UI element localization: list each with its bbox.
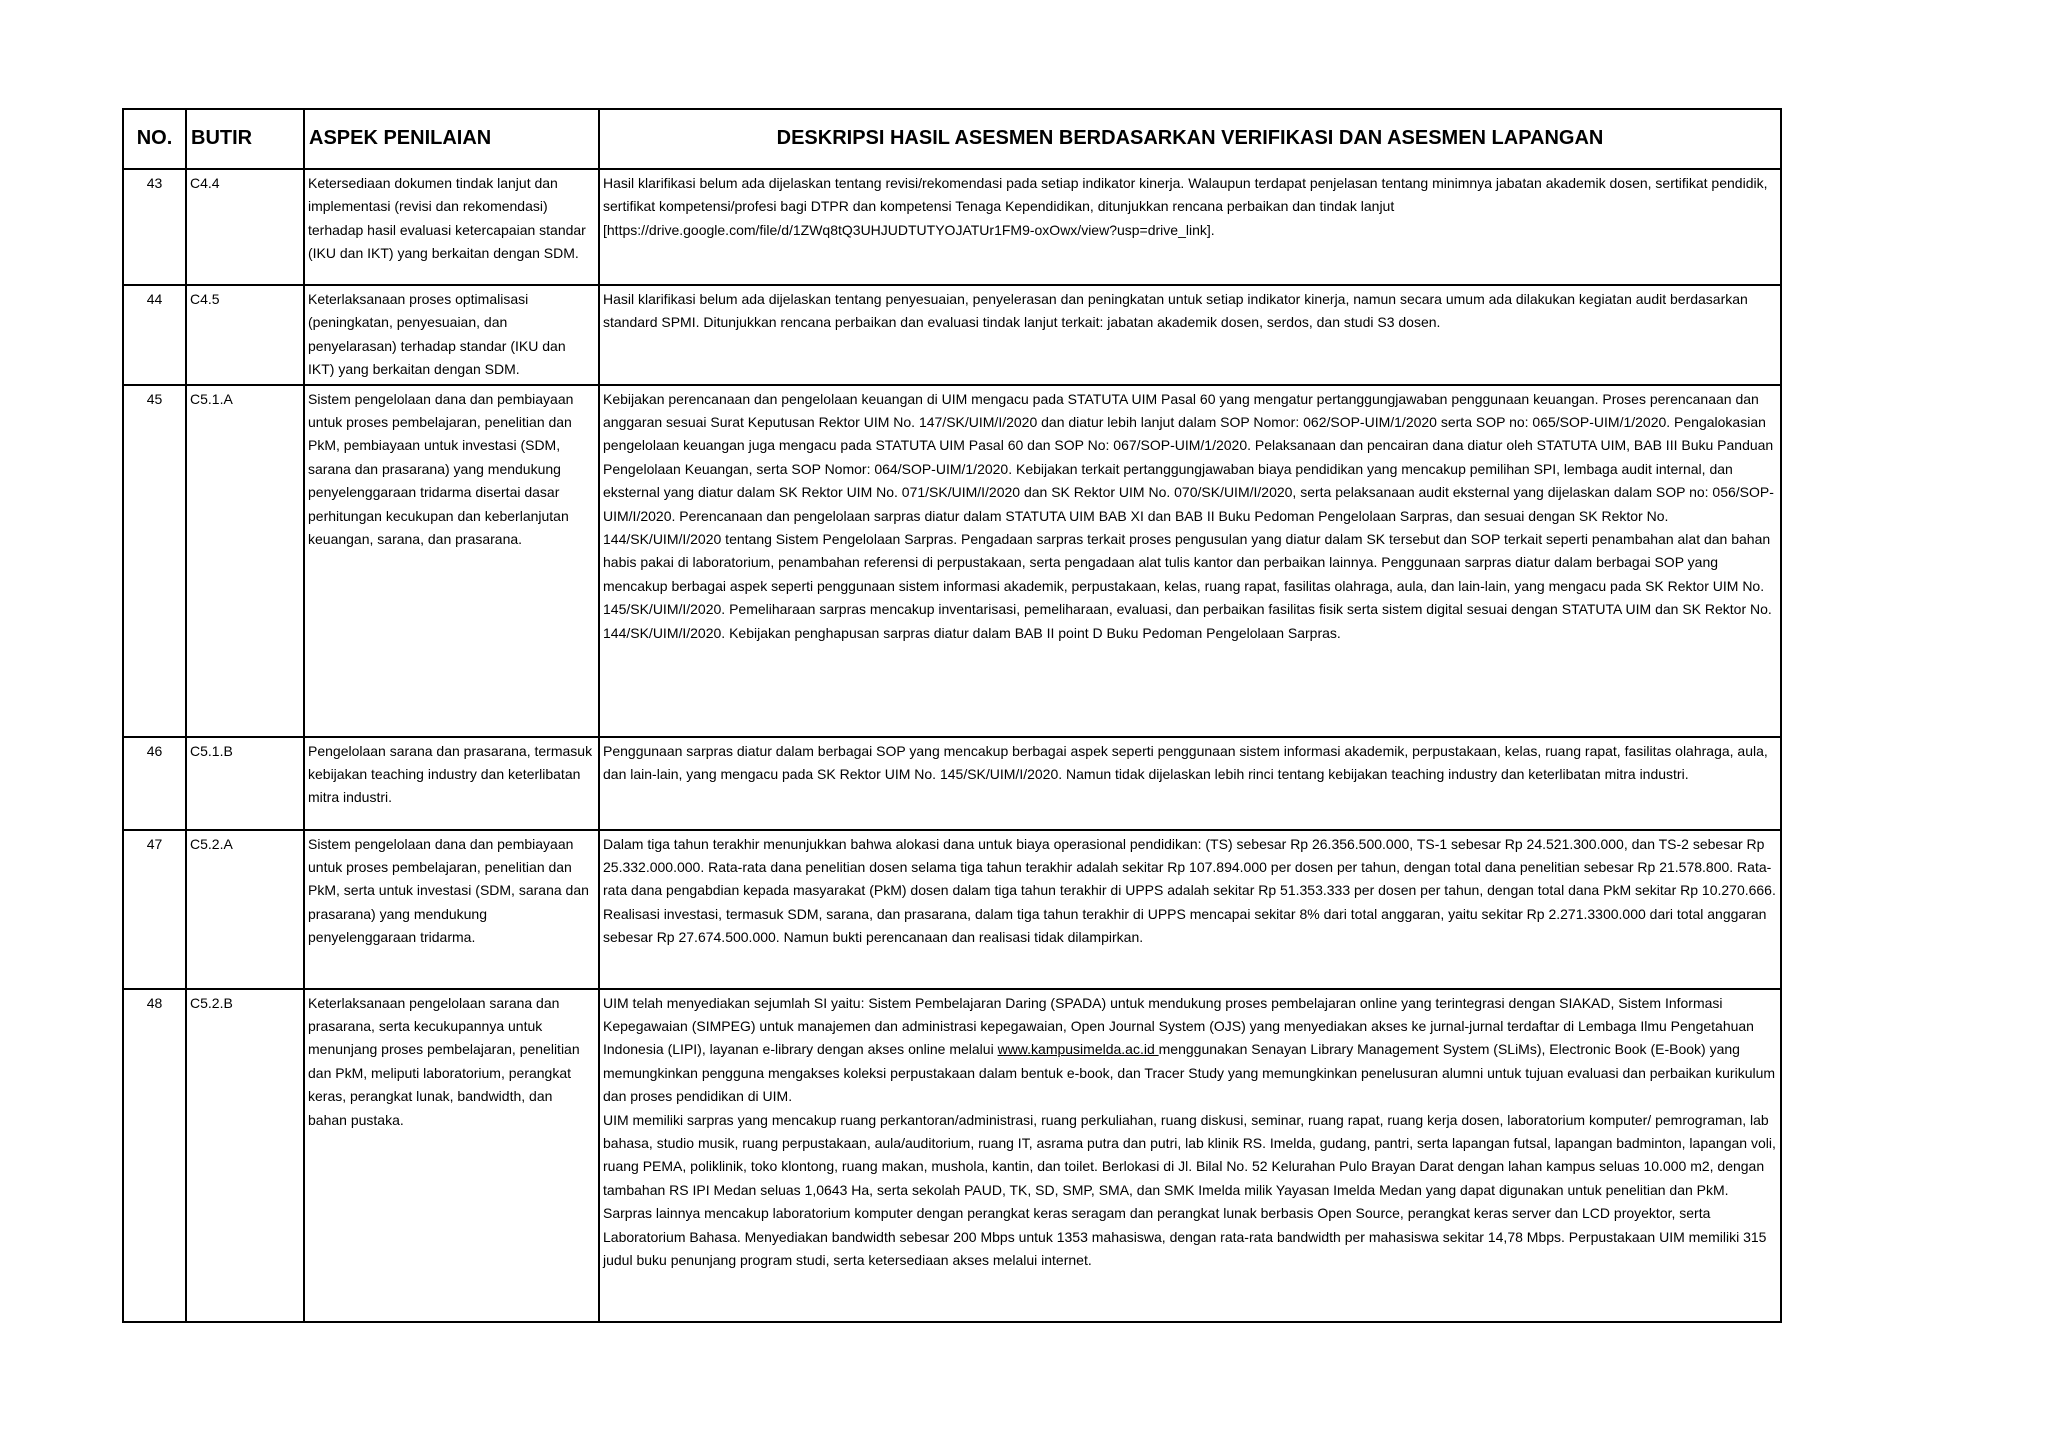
row-aspek: Ketersediaan dokumen tindak lanjut dan implementasi (revisi dan rekomendasi) terhadap hasil evaluasi ketercapaian standar (IKU dan IKT) yang berkaitan dengan SDM.: [304, 169, 599, 285]
row-butir: C5.1.A: [186, 385, 304, 737]
deskripsi-paragraph-1: [603, 992, 1777, 1109]
row-no: 43: [123, 169, 186, 285]
table-header-row: [123, 109, 1781, 169]
row-deskripsi: [599, 989, 1781, 1322]
row-aspek: Sistem pengelolaan dana dan pembiayaan untuk proses pembelajaran, penelitian dan PkM, pembiayaan untuk investasi (SDM, sarana dan prasarana) yang mendukung penyelenggaraan tridarma disertai dasar perhitungan kecukupan dan keberlanjutan keuangan, sarana, dan prasarana.: [304, 385, 599, 737]
header-butir: BUTIR: [186, 109, 304, 169]
row-deskripsi: Hasil klarifikasi belum ada dijelaskan tentang revisi/rekomendasi pada setiap indikator kinerja. Walaupun terdapat penjelasan tentang minimnya jabatan akademik dosen, sertifikat pendidik, sertifikat kompetensi/profesi bagi DTPR dan kompetensi Tenaga Kependidikan, ditunjukkan rencana perbaikan dan tindak lanjut [https://drive.google.com/file/d/1ZWq8tQ3UHJUDTUTYOJATUr1FM9-oxOwx/view?usp=drive_link].: [599, 169, 1781, 285]
row-aspek: Pengelolaan sarana dan prasarana, termasuk kebijakan teaching industry dan keterlibatan mitra industri.: [304, 737, 599, 830]
row-butir: C5.2.A: [186, 830, 304, 989]
deskripsi-paragraph-3: Sarpras lainnya mencakup laboratorium komputer dengan perangkat keras seragam dan perangkat lunak berbasis Open Source, perangkat keras server dan LCD proyektor, serta Laboratorium Bahasa. Menyediakan bandwidth sebesar 200 Mbps untuk 1353 mahasiswa, dengan rata-rata bandwidth per mahasiswa sekitar 14,78 Mbps. Perpustakaan UIM memiliki 315 judul buku penunjang program studi, serta ketersediaan akses melalui internet.: [603, 1205, 1767, 1269]
table-row: [123, 385, 1781, 737]
row-aspek: Keterlaksanaan pengelolaan sarana dan prasarana, serta kecukupannya untuk menunjang proses pembelajaran, penelitian dan PkM, meliputi laboratorium, perangkat keras, perangkat lunak, bandwidth, dan bahan pustaka.: [304, 989, 599, 1322]
row-no: 48: [123, 989, 186, 1322]
row-no: 45: [123, 385, 186, 737]
row-deskripsi: Hasil klarifikasi belum ada dijelaskan tentang penyesuaian, penyelerasan dan peningkatan untuk setiap indikator kinerja, namun secara umum ada dilakukan kegiatan audit berdasarkan standard SPMI. Ditunjukkan rencana perbaikan dan evaluasi tindak lanjut terkait: jabatan akademik dosen, serdos, dan studi S3 dosen.: [599, 285, 1781, 385]
table-row: [123, 830, 1781, 989]
header-aspek: ASPEK PENILAIAN: [304, 109, 599, 169]
row-deskripsi: Penggunaan sarpras diatur dalam berbagai SOP yang mencakup berbagai aspek seperti penggunaan sistem informasi akademik, perpustakaan, kelas, ruang rapat, fasilitas olahraga, aula, dan lain-lain, yang mengacu pada SK Rektor UIM No. 145/SK/UIM/I/2020. Namun tidak dijelaskan lebih rinci tentang kebijakan teaching industry dan keterlibatan mitra industri.: [599, 737, 1781, 830]
deskripsi-text: menggunakan Senayan Library Management System (SLiMs), Electronic Book (E-Book) yang memungkinkan pengguna mengakses koleksi perpustakaan dalam bentuk e-book, dan Tracer Study yang memungkinkan penelusuran alumni untuk tujuan evaluasi dan perbaikan kurikulum dan proses pendidikan di UIM.: [603, 1041, 1776, 1105]
row-deskripsi: Dalam tiga tahun terakhir menunjukkan bahwa alokasi dana untuk biaya operasional pendidikan: (TS) sebesar Rp 26.356.500.000, TS-1 sebesar Rp 24.521.300.000, dan TS-2 sebesar Rp 25.332.000.000. Rata-rata dana penelitian dosen selama tiga tahun terakhir adalah sekitar Rp 107.894.000 per dosen per tahun, dengan total dana penelitian sebesar Rp 21.578.800. Rata-rata dana pengabdian kepada masyarakat (PkM) dosen dalam tiga tahun terakhir di UPPS adalah sekitar Rp 51.353.333 per dosen per tahun, dengan total dana PkM sekitar Rp 10.270.666. Realisasi investasi, termasuk SDM, sarana, dan prasarana, dalam tiga tahun terakhir di UPPS mencapai sekitar 8% dari total anggaran, yaitu sekitar Rp 2.271.3300.000 dari total anggaran sebesar Rp 27.674.500.000. Namun bukti perencanaan dan realisasi tidak dilampirkan.: [599, 830, 1781, 989]
row-butir: C4.4: [186, 169, 304, 285]
row-aspek: Sistem pengelolaan dana dan pembiayaan untuk proses pembelajaran, penelitian dan PkM, serta untuk investasi (SDM, sarana dan prasarana) yang mendukung penyelenggaraan tridarma.: [304, 830, 599, 989]
table-row: [123, 169, 1781, 285]
row-no: 44: [123, 285, 186, 385]
table-row: [123, 737, 1781, 830]
row-aspek: Keterlaksanaan proses optimalisasi (peningkatan, penyesuaian, dan penyelarasan) terhadap standar (IKU dan IKT) yang berkaitan dengan SDM.: [304, 285, 599, 385]
assessment-table: [122, 108, 1782, 1323]
row-butir: C5.1.B: [186, 737, 304, 830]
header-no: NO.: [123, 109, 186, 169]
row-no: 47: [123, 830, 186, 989]
header-deskripsi: DESKRIPSI HASIL ASESMEN BERDASARKAN VERIFIKASI DAN ASESMEN LAPANGAN: [599, 109, 1781, 169]
kampus-link[interactable]: www.kampusimelda.ac.id: [997, 1041, 1159, 1058]
table-row: [123, 989, 1781, 1322]
deskripsi-text: UIM telah menyediakan sejumlah SI yaitu: Sistem Pembelajaran Daring (SPADA) untuk mendukung proses pembelajaran online yang terintegrasi dengan SIAKAD, Sistem Informasi Kepegawaian (SIMPEG) untuk manajemen dan administrasi kepegawaian, Open Journal System (OJS) yang menyediakan akses ke jurnal-jurnal terdaftar di Lembaga Ilmu Pengetahuan Indonesia (LIPI), layanan e-library dengan akses online melalui: [603, 994, 1754, 1058]
row-deskripsi: Kebijakan perencanaan dan pengelolaan keuangan di UIM mengacu pada STATUTA UIM Pasal 60 yang mengatur pertanggungjawaban penggunaan keuangan. Proses perencanaan dan anggaran sesuai Surat Keputusan Rektor UIM No. 147/SK/UIM/I/2020 dan diatur lebih lanjut dalam SOP Nomor: 062/SOP-UIM/1/2020 serta SOP no: 065/SOP-UIM/1/2020. Pengalokasian pengelolaan keuangan juga mengacu pada STATUTA UIM Pasal 60 dan SOP No: 067/SOP-UIM/1/2020. Pelaksanaan dan pencairan dana diatur oleh STATUTA UIM, BAB III Buku Panduan Pengelolaan Keuangan, serta SOP Nomor: 064/SOP-UIM/1/2020. Kebijakan terkait pertanggungjawaban biaya pendidikan yang mencakup pemilihan SPI, lembaga audit internal, dan eksternal yang diatur dalam SK Rektor UIM No. 071/SK/UIM/I/2020 dan SK Rektor UIM No. 070/SK/UIM/I/2020, serta pelaksanaan audit eksternal yang dijelaskan dalam SOP no: 056/SOP-UIM/I/2020. Perencanaan dan pengelolaan sarpras diatur dalam STATUTA UIM BAB XI dan BAB II Buku Pedoman Pengelolaan Sarpras, dan sesuai dengan SK Rektor No. 144/SK/UIM/I/2020 tentang Sistem Pengelolaan Sarpras. Pengadaan sarpras terkait proses pengusulan yang diatur dalam SK tersebut dan SOP terkait seperti penambahan alat dan bahan habis pakai di laboratorium, penambahan referensi di perpustakaan, serta pengadaan alat tulis kantor dan perbaikan lainnya. Penggunaan sarpras diatur dalam berbagai SOP yang mencakup berbagai aspek seperti penggunaan sistem informasi akademik, perpustakaan, kelas, ruang rapat, fasilitas olahraga, aula, dan lain-lain, yang mengacu pada SK Rektor UIM No. 145/SK/UIM/I/2020. Pemeliharaan sarpras mencakup inventarisasi, pemeliharaan, evaluasi, dan perbaikan fasilitas fisik serta sistem digital sesuai dengan STATUTA UIM dan SK Rektor No. 144/SK/UIM/I/2020. Kebijakan penghapusan sarpras diatur dalam BAB II point D Buku Pedoman Pengelolaan Sarpras.: [599, 385, 1781, 737]
row-butir: C5.2.B: [186, 989, 304, 1322]
row-no: 46: [123, 737, 186, 830]
row-butir: C4.5: [186, 285, 304, 385]
table-row: [123, 285, 1781, 385]
deskripsi-paragraph-2: UIM memiliki sarpras yang mencakup ruang perkantoran/administrasi, ruang perkuliahan, ruang diskusi, seminar, ruang rapat, ruang kerja dosen, laboratorium komputer/ pemrograman, lab bahasa, studio musik, ruang perpustakaan, aula/auditorium, ruang IT, asrama putra dan putri, lab klinik RS. Imelda, gudang, pantri, serta lapangan futsal, lapangan badminton, lapangan voli, ruang PEMA, poliklinik, toko klontong, ruang makan, mushola, kantin, dan toilet. Berlokasi di Jl. Bilal No. 52 Kelurahan Pulo Brayan Darat dengan lahan kampus seluas 10.000 m2, dengan tambahan RS IPI Medan seluas 1,0643 Ha, serta sekolah PAUD, TK, SD, SMP, SMA, dan SMK Imelda milik Yayasan Imelda Medan yang dapat digunakan untuk penelitian dan PkM.: [603, 1111, 1776, 1198]
